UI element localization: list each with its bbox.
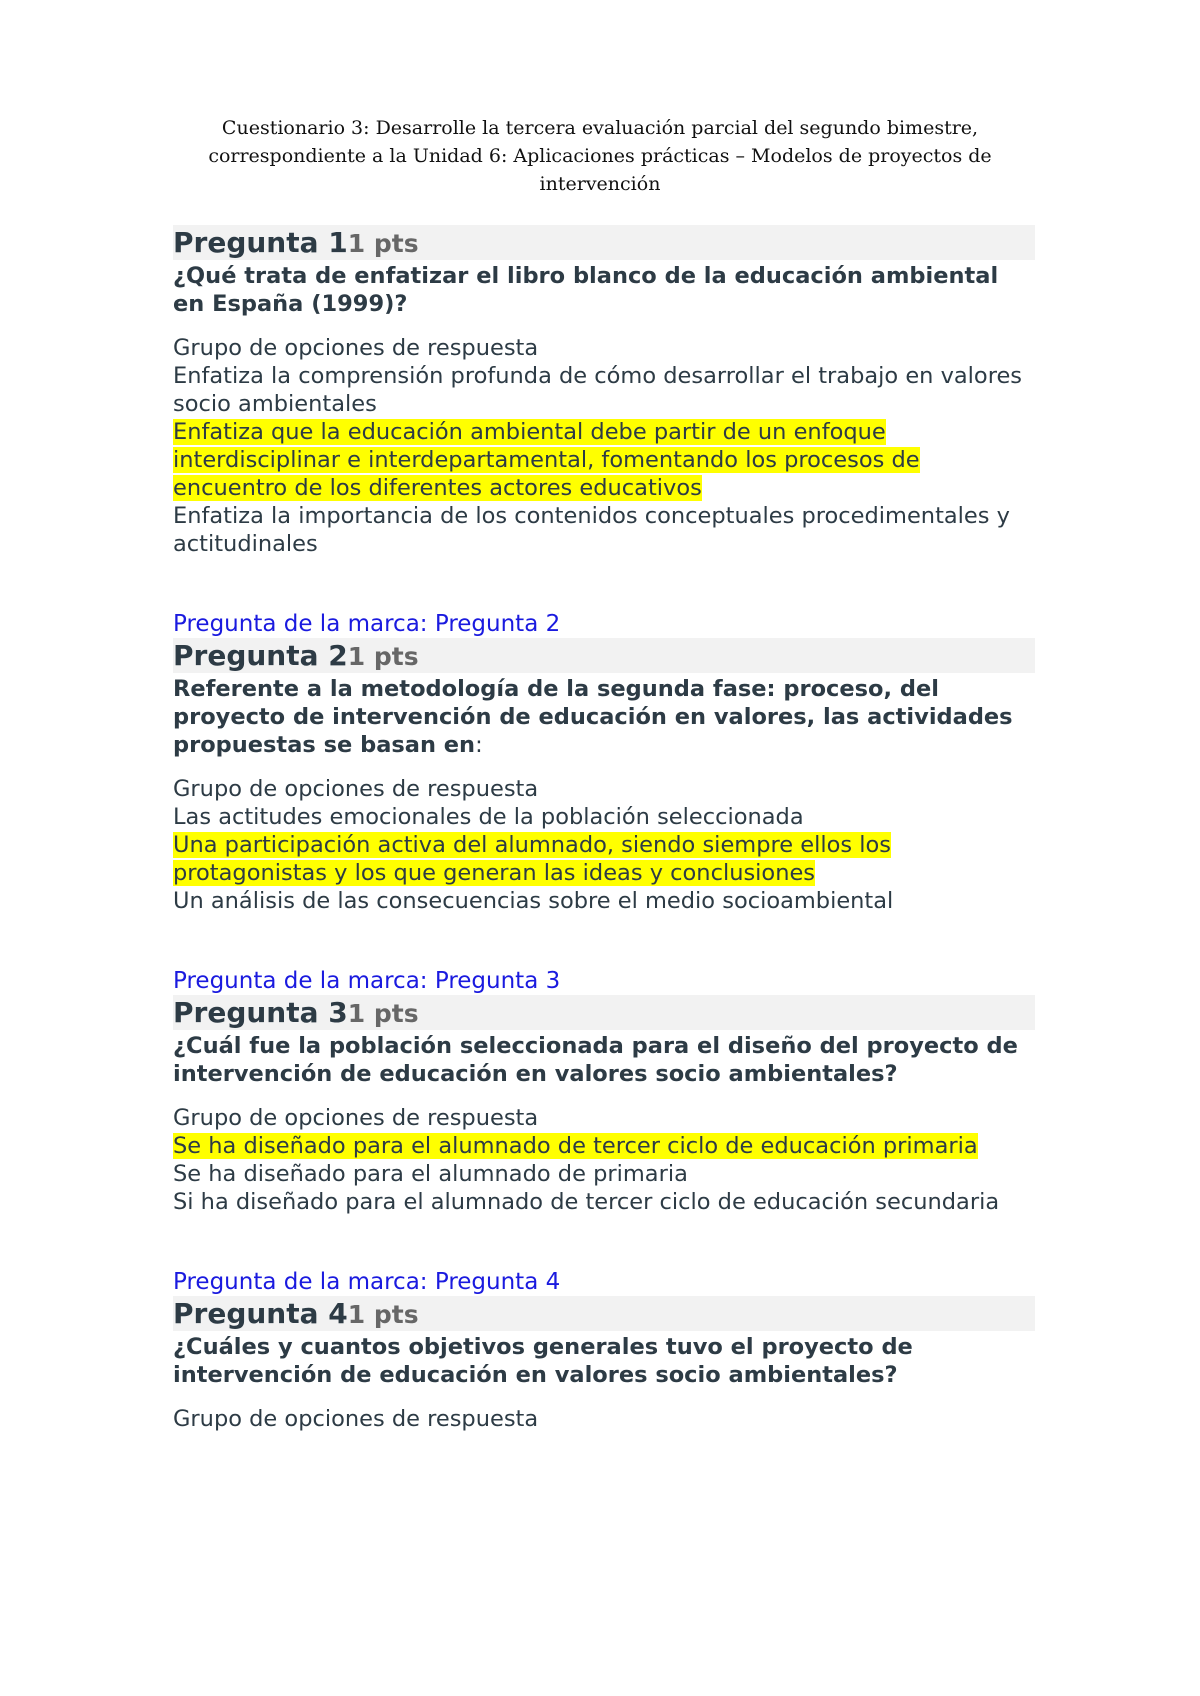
answer-group-label: Grupo de opciones de respuesta [173,1105,539,1131]
answer-group-label: Grupo de opciones de respuesta [173,1406,539,1432]
question-marker-link[interactable]: Pregunta de la marca: Pregunta 2 [173,611,561,637]
answer-option-highlighted[interactable] [173,831,1035,887]
answer-option[interactable] [173,362,1035,418]
question-header [173,995,1035,1030]
answer-text-highlighted: Se ha diseñado para el alumnado de tercer ciclo de educación primaria [173,1133,978,1159]
question-label: Pregunta 1 [173,226,348,259]
answer-group-label: Grupo de opciones de respuesta [173,335,539,361]
answer-text: Se ha diseñado para el alumnado de primaria [173,1161,688,1187]
question-text [173,262,1035,318]
quiz-content [173,225,1035,1433]
question-text-main: ¿Cuáles y cuantos objetivos generales tuvo el proyecto de intervención de educación en valores socio ambientales? [173,1334,913,1388]
question-text-main: ¿Cuál fue la población seleccionada para el diseño del proyecto de intervención de educación en valores socio ambientales? [173,1033,1018,1087]
answer-text-highlighted: Enfatiza que la educación ambiental debe partir de un enfoque interdisciplinar e interdepartamental, fomentando los procesos de encuentro de los diferentes actores educativos [173,419,920,501]
question-text-tail: : [475,732,483,758]
question-label: Pregunta 3 [173,996,348,1029]
answer-option-highlighted[interactable] [173,418,1035,502]
question-3 [173,967,1035,1216]
title-line: correspondiente a la Unidad 6: Aplicaciones prácticas – Modelos de proyectos de [208,145,992,167]
question-marker-link[interactable]: Pregunta de la marca: Pregunta 4 [173,1269,561,1295]
spacer [173,558,1035,610]
title-line: Cuestionario 3: Desarrolle la tercera evaluación parcial del segundo bimestre, [221,117,979,139]
answer-option[interactable] [173,887,1035,915]
question-text [173,1333,1035,1389]
question-2 [173,610,1035,915]
question-header [173,638,1035,673]
answer-option[interactable] [173,1188,1035,1216]
answer-text: Un análisis de las consecuencias sobre el medio socioambiental [173,888,894,914]
question-label: Pregunta 2 [173,639,348,672]
answer-list [173,1132,1035,1216]
spacer [173,915,1035,967]
answer-option[interactable] [173,502,1035,558]
question-points: 1 pts [347,999,419,1028]
question-text [173,675,1035,759]
question-header [173,225,1035,260]
question-points: 1 pts [347,642,419,671]
question-marker-link[interactable]: Pregunta de la marca: Pregunta 3 [173,968,561,994]
answer-text: Las actitudes emocionales de la población seleccionada [173,804,804,830]
document-title [150,114,1050,198]
answer-list [173,362,1035,558]
answer-option-highlighted[interactable] [173,1132,1035,1160]
answer-text: Enfatiza la comprensión profunda de cómo desarrollar el trabajo en valores socio ambientales [173,363,1023,417]
answer-option[interactable] [173,1160,1035,1188]
question-text-main: Referente a la metodología de la segunda fase: proceso, del proyecto de intervención de educación en valores, las actividades propuestas se basan en [173,676,1013,758]
answer-group-label: Grupo de opciones de respuesta [173,776,539,802]
question-label: Pregunta 4 [173,1297,348,1330]
answer-list [173,803,1035,915]
spacer [173,1216,1035,1268]
question-header [173,1296,1035,1331]
question-text [173,1032,1035,1088]
answer-option[interactable] [173,803,1035,831]
answer-text: Si ha diseñado para el alumnado de tercer ciclo de educación secundaria [173,1189,1000,1215]
question-4 [173,1268,1035,1433]
question-1 [173,225,1035,558]
answer-text: Enfatiza la importancia de los contenidos conceptuales procedimentales y actitudinales [173,503,1010,557]
question-points: 1 pts [347,1300,419,1329]
question-points: 1 pts [347,229,419,258]
answer-text-highlighted: Una participación activa del alumnado, siendo siempre ellos los protagonistas y los que generan las ideas y conclusiones [173,832,891,886]
question-text-main: ¿Qué trata de enfatizar el libro blanco de la educación ambiental en España (1999)? [173,263,999,317]
title-line: intervención [539,173,661,195]
